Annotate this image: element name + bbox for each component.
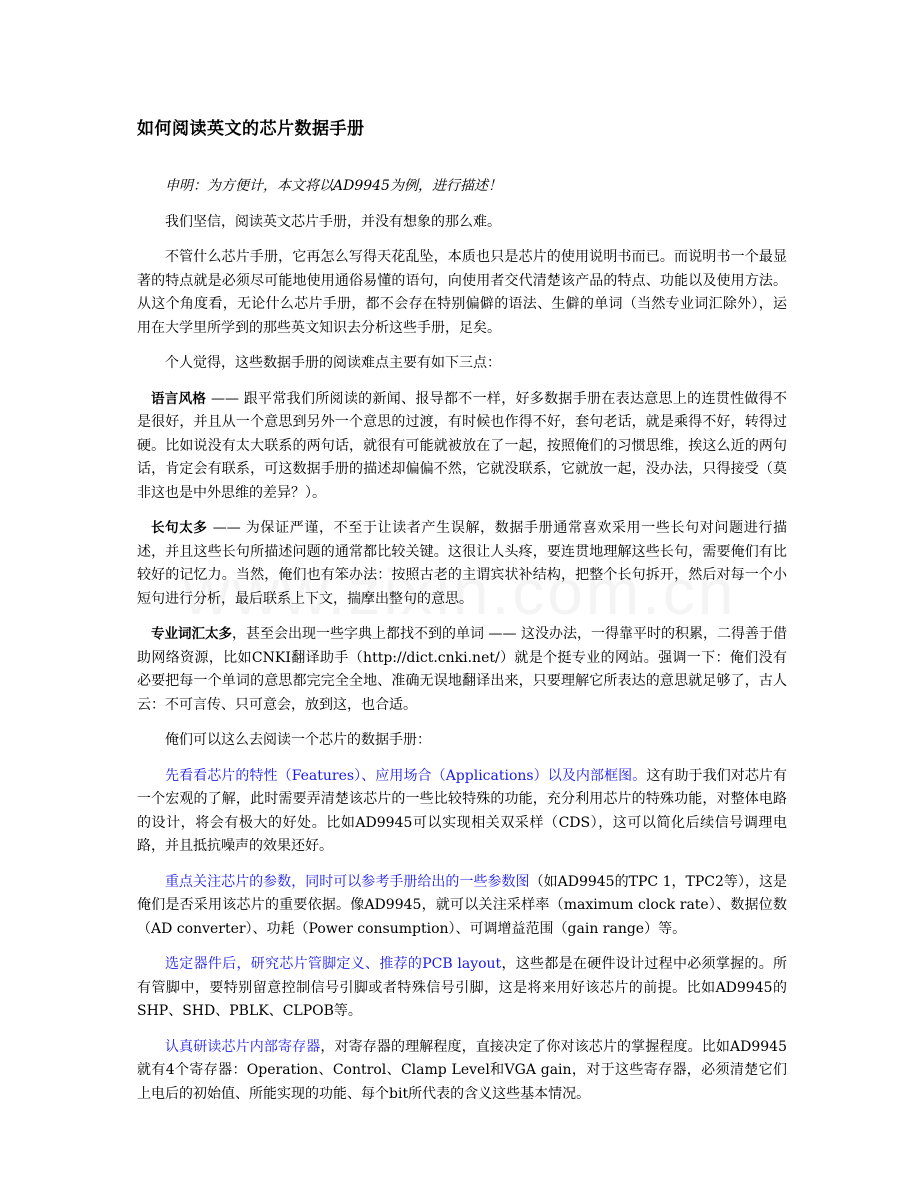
- step-highlight: 先看看芯片的特性（Features）、应用场合（Applications）以及内部框图。: [165, 767, 647, 784]
- step-features: [137, 765, 787, 859]
- difficulty-body: ，甚至会出现一些字典上都找不到的单词 —— 这没办法，一得靠平时的积累，二得善于借助网络资源，比如CNKI翻译助手（http://dict.cnki.net/）就是个挺专业的网站。强调一下：俺们没有必要把每一个单词的意思都完完全全地、准确无误地翻译出来，只要理解它所表达的意思就足够了，古人云：不可言传、只可意会，放到这，也合适。: [137, 626, 787, 713]
- step-highlight: 选定器件后，研究芯片管脚定义、推荐的PCB layout: [165, 956, 502, 972]
- paragraph-1: 我们坚信，阅读英文芯片手册，并没有想象的那么难。: [165, 213, 501, 230]
- step-parameters: [137, 871, 787, 942]
- difficulty-lead: 长句太多: [151, 520, 208, 536]
- difficulty-language-style: [137, 388, 787, 506]
- statement: 申明：为方便计，本文将以AD9945为例，进行描述！: [165, 178, 502, 194]
- difficulty-long-sentences: [137, 517, 787, 611]
- step-body: ，对寄存器的理解程度，直接决定了你对该芯片的掌握程度。比如AD9945就有4个寄存器：Operation、Control、Clamp Level和VGA gain，对于这些寄存器，必须清楚它们上电后的初始值、所能实现的功能、每个bit所代表的含义这些基本情况。: [137, 1038, 788, 1102]
- difficulty-lead: 专业词汇太多: [151, 626, 233, 642]
- step-highlight: 重点关注芯片的参数，同时可以参考手册给出的一些参数图: [165, 873, 530, 890]
- page-title: 如何阅读英文的芯片数据手册: [137, 119, 365, 139]
- step-highlight: 认真研读芯片内部寄存器: [165, 1038, 321, 1055]
- paragraph-2: 不管什么芯片手册，它再怎么写得天花乱坠，本质也只是芯片的使用说明书而已。而说明书一个最显著的特点就是必须尽可能地使用通俗易懂的语句，向使用者交代清楚该产品的特点、功能以及使用方法。从这个角度看，无论什么芯片手册，都不会存在特别偏僻的语法、生僻的单词（当然专业词汇除外），运用在大学里所学到的那些英文知识去分析这些手册，足矣。: [137, 249, 787, 336]
- document-page: [137, 114, 787, 1118]
- difficulty-lead: 语言风格: [151, 390, 207, 407]
- difficulty-body: —— 跟平常我们所阅读的新闻、报导都不一样，好多数据手册在表达意思上的连贯性做得不是很好，并且从一个意思到另外一个意思的过渡，有时候也作得不好，套句老话，就是乘得不好，转得过硬。比如说没有太大联系的两句话，就很有可能就被放在了一起，按照俺们的习惯思维，挨这么近的两句话，肯定会有联系，可这数据手册的描述却偏偏不然，它就没联系，它就放一起，没办法，只得接受（莫非这也是中外思维的差异？）。: [137, 390, 787, 501]
- difficulty-vocabulary: [137, 623, 787, 717]
- step-pins: [137, 953, 787, 1024]
- step-registers: [137, 1036, 787, 1107]
- step-body: ，这些都是在硬件设计过程中必须掌握的。所有管脚中，要特别留意控制信号引脚或者特殊信号引脚，这是将来用好该芯片的前提。比如AD9945的SHP、SHD、PBLK、CLPOB等。: [137, 956, 787, 1019]
- difficulty-body: —— 为保证严谨，不至于让读者产生误解，数据手册通常喜欢采用一些长句对问题进行描述，并且这些长句所描述问题的通常都比较关键。这很让人头疼，要连贯地理解这些长句，需要俺们有比较好的记忆力。当然，俺们也有笨办法：按照古老的主谓宾状补结构，把整个长句拆开，然后对每一个小短句进行分析，最后联系上下文，揣摩出整句的意思。: [137, 520, 788, 607]
- paragraph-4: 俺们可以这么去阅读一个芯片的数据手册：: [165, 732, 431, 748]
- step-body: 这有助于我们对芯片有一个宏观的了解，此时需要弄清楚该芯片的一些比较特殊的功能，充分利用芯片的特殊功能，对整体电路的设计，将会有极大的好处。比如AD9945可以实现相关双采样（CDS），这可以简化后续信号调理电路，并且抵抗噪声的效果还好。: [137, 767, 788, 854]
- step-body: （如AD9945的TPC 1，TPC2等），这是俺们是否采用该芯片的重要依据。像AD9945，就可以关注采样率（maximum clock rate）、数据位数（AD converter）、功耗（Power consumption）、可调增益范围（gain range）等。: [137, 873, 788, 937]
- paragraph-3: 个人觉得，这些数据手册的阅读难点主要有如下三点：: [165, 355, 501, 371]
